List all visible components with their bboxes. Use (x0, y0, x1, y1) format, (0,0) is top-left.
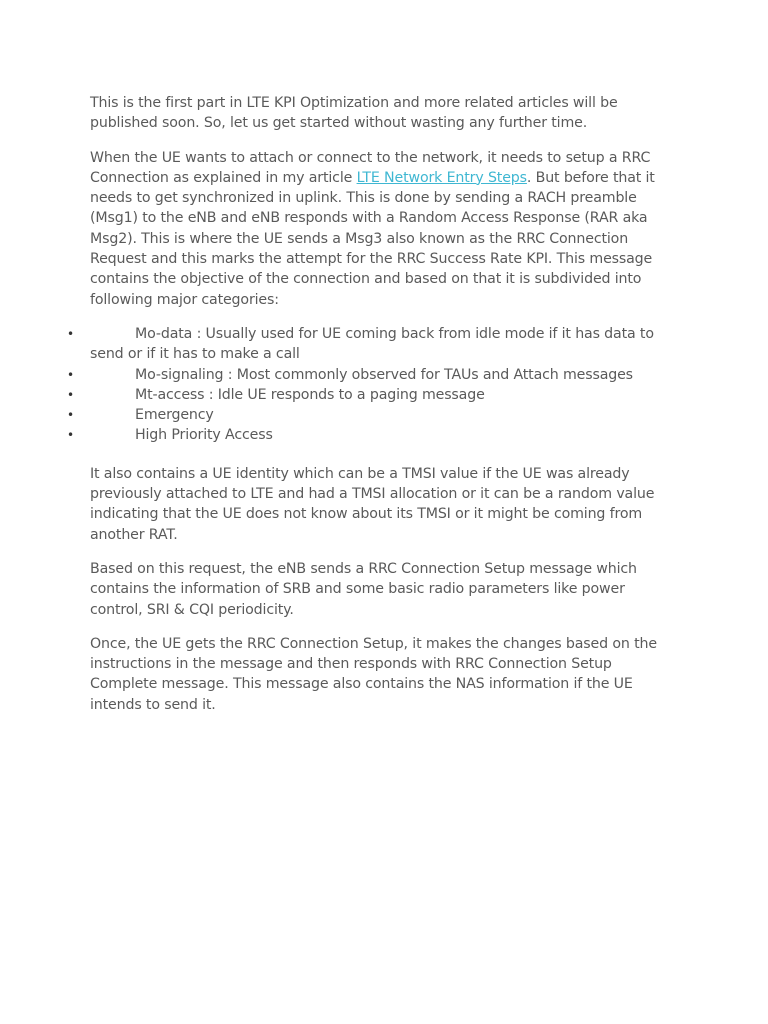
connection-categories-list (67, 324, 680, 446)
list-item-text: Mo-signaling : Most commonly observed for TAUs and Attach messages (135, 366, 633, 383)
bullet-icon: • (67, 367, 74, 382)
list-item (67, 324, 680, 365)
article-body (67, 93, 680, 729)
lte-network-entry-steps-link[interactable]: LTE Network Entry Steps (356, 169, 527, 186)
setup-paragraph: Based on this request, the eNB sends a RRC Connection Setup message which contains the information of SRB and some basic radio parameters like power control, SRI & CQI periodicity. (90, 560, 637, 618)
bullet-icon: • (67, 387, 74, 402)
setup-complete-paragraph: Once, the UE gets the RRC Connection Setup, it makes the changes based on the instructions in the message and then responds with RRC Connection Setup Complete message. This message also contains the NAS information if the UE intends to send it. (90, 635, 657, 713)
intro-paragraph: This is the first part in LTE KPI Optimization and more related articles will be published soon. So, let us get started without wasting any further time. (90, 95, 618, 132)
bullet-icon: • (67, 428, 74, 443)
list-item-text: High Priority Access (135, 427, 273, 444)
bullet-icon: • (67, 408, 74, 423)
attach-text-after-link: . But before that it needs to get synchronized in uplink. This is done by sending a RACH preamble (Msg1) to the eNB and eNB responds with a Random Access Response (RAR aka Msg2). This is where the UE sends a Msg3 also known as the RRC Connection Request and this marks the attempt for the RRC Success Rate KPI. This message contains the objective of the connection and based on that it is subdivided into following major categories: (90, 169, 655, 308)
identity-paragraph: It also contains a UE identity which can be a TMSI value if the UE was already previously attached to LTE and had a TMSI allocation or it can be a random value indicating that the UE does not know about its TMSI or it might be coming from another RAT. (90, 465, 655, 543)
list-item (67, 385, 680, 405)
bullet-icon: • (67, 326, 74, 341)
list-item (67, 365, 680, 385)
list-item-text: Emergency (135, 407, 214, 424)
list-item (67, 405, 680, 425)
attach-text-before-link: When the UE wants to attach or connect to the network, it needs to setup a RRC Connection as explained in my article (90, 149, 651, 186)
list-item (67, 425, 680, 445)
attach-paragraph (90, 148, 680, 310)
list-item-text: Mt-access : Idle UE responds to a paging message (135, 386, 485, 403)
list-item-text: Mo-data : Usually used for UE coming back from idle mode if it has data to send or if it has to make a call (90, 325, 654, 363)
